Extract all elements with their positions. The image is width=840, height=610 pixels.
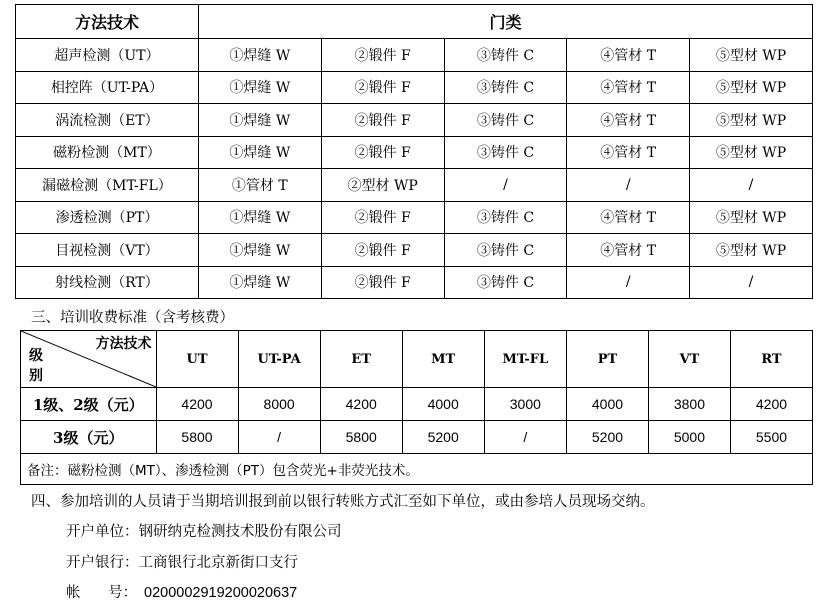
category-cell: ①焊缝 W [198, 71, 321, 104]
category-row [16, 234, 813, 267]
method-cell: 磁粉检测（MT） [16, 136, 199, 169]
category-cell: ②锻件 F [321, 234, 444, 267]
category-cell: / [567, 266, 690, 299]
category-cell: / [444, 169, 567, 202]
category-row [16, 104, 813, 137]
category-cell: ①焊缝 W [198, 201, 321, 234]
fee-cell: 4200 [730, 388, 812, 421]
category-cell: ①焊缝 W [198, 234, 321, 267]
unit-label: 开户单位： [66, 524, 139, 540]
fee-cell: 4000 [566, 388, 648, 421]
fee-row [21, 388, 813, 421]
category-row [16, 201, 813, 234]
account-value: 0200002919200020637 [144, 585, 298, 601]
category-row [16, 169, 813, 202]
bank-line [66, 551, 298, 572]
fee-row [21, 421, 813, 454]
category-cell: ④管材 T [567, 201, 690, 234]
corner-level-label-2: 别 [29, 368, 43, 384]
fee-cell: 5800 [156, 421, 238, 454]
fee-cell: 4000 [402, 388, 484, 421]
category-cell: ④管材 T [567, 136, 690, 169]
method-column-header: MT [402, 331, 484, 388]
method-cell: 射线检测（RT） [16, 266, 199, 299]
category-cell: ②锻件 F [321, 71, 444, 104]
category-table [15, 4, 813, 299]
category-cell: ②型材 WP [321, 169, 444, 202]
account-label: 帐 号： [66, 585, 138, 601]
section-4-title: 四、参加培训的人员请于当期培训报到前以银行转账方式汇至如下单位，或由参培人员现场交纳。 [31, 494, 655, 510]
fee-cell: / [238, 421, 320, 454]
category-cell: ②锻件 F [321, 136, 444, 169]
category-cell: ②锻件 F [321, 201, 444, 234]
fee-cell: 3000 [484, 388, 566, 421]
category-cell: ⑤型材 WP [690, 104, 813, 137]
category-cell: ①焊缝 W [198, 266, 321, 299]
section-3-title: 三、培训收费标准（含考核费） [31, 310, 234, 326]
category-cell: ⑤型材 WP [690, 136, 813, 169]
category-cell: ①焊缝 W [198, 136, 321, 169]
category-cell: ⑤型材 WP [690, 201, 813, 234]
category-cell: ③铸件 C [444, 266, 567, 299]
method-column-header: UT [156, 331, 238, 388]
method-cell: 目视检测（VT） [16, 234, 199, 267]
fee-cell: 8000 [238, 388, 320, 421]
category-row [16, 136, 813, 169]
account-number-line [66, 581, 297, 602]
method-cell: 渗透检测（PT） [16, 201, 199, 234]
fee-cell: 5800 [320, 421, 402, 454]
corner-level-label-1: 级 [29, 348, 43, 364]
category-cell: ④管材 T [567, 39, 690, 72]
category-cell: / [690, 169, 813, 202]
fee-cell: 5200 [566, 421, 648, 454]
category-cell: ④管材 T [567, 104, 690, 137]
level-cell: 1级、2级（元） [21, 388, 157, 421]
fee-cell: 5000 [648, 421, 730, 454]
level-cell: 3级（元） [21, 421, 157, 454]
category-cell: ③铸件 C [444, 201, 567, 234]
category-cell: ②锻件 F [321, 104, 444, 137]
method-column-header: MT-FL [484, 331, 566, 388]
category-cell: ⑤型材 WP [690, 234, 813, 267]
unit-value: 钢研纳克检测技术股份有限公司 [138, 524, 342, 540]
category-row [16, 39, 813, 72]
method-column-header: RT [730, 331, 812, 388]
category-cell: ③铸件 C [444, 71, 567, 104]
category-cell: ③铸件 C [444, 104, 567, 137]
category-row [16, 71, 813, 104]
corner-header-cell [21, 331, 157, 388]
category-cell: / [690, 266, 813, 299]
fee-cell: 4200 [320, 388, 402, 421]
method-cell: 相控阵（UT-PA） [16, 71, 199, 104]
method-column-header: UT-PA [238, 331, 320, 388]
fee-note: 备注：磁粉检测（MT）、渗透检测（PT）包含荧光+非荧光技术。 [21, 454, 813, 485]
bank-value: 工商银行北京新街口支行 [138, 555, 298, 571]
method-column-header: PT [566, 331, 648, 388]
fee-cell: 5200 [402, 421, 484, 454]
category-cell: ②锻件 F [321, 39, 444, 72]
method-cell: 超声检测（UT） [16, 39, 199, 72]
category-cell: ①焊缝 W [198, 39, 321, 72]
category-cell: ④管材 T [567, 71, 690, 104]
fee-cell: 5500 [730, 421, 812, 454]
category-cell: ⑤型材 WP [690, 71, 813, 104]
header-category: 门类 [198, 5, 812, 39]
account-unit-line [66, 520, 342, 541]
category-cell: ①管材 T [198, 169, 321, 202]
category-cell: ③铸件 C [444, 39, 567, 72]
method-column-header: ET [320, 331, 402, 388]
method-column-header: VT [648, 331, 730, 388]
category-cell: ③铸件 C [444, 136, 567, 169]
fee-cell: 4200 [156, 388, 238, 421]
corner-method-label: 方法技术 [95, 336, 152, 352]
fee-cell: / [484, 421, 566, 454]
method-cell: 漏磁检测（MT-FL） [16, 169, 199, 202]
category-cell: / [567, 169, 690, 202]
category-cell: ①焊缝 W [198, 104, 321, 137]
bank-label: 开户银行： [66, 555, 139, 571]
category-cell: ④管材 T [567, 234, 690, 267]
category-cell: ③铸件 C [444, 234, 567, 267]
fee-cell: 3800 [648, 388, 730, 421]
category-cell: ②锻件 F [321, 266, 444, 299]
header-method: 方法技术 [16, 5, 199, 39]
method-cell: 涡流检测（ET） [16, 104, 199, 137]
category-cell: ⑤型材 WP [690, 39, 813, 72]
category-row [16, 266, 813, 299]
fee-table [20, 330, 813, 485]
